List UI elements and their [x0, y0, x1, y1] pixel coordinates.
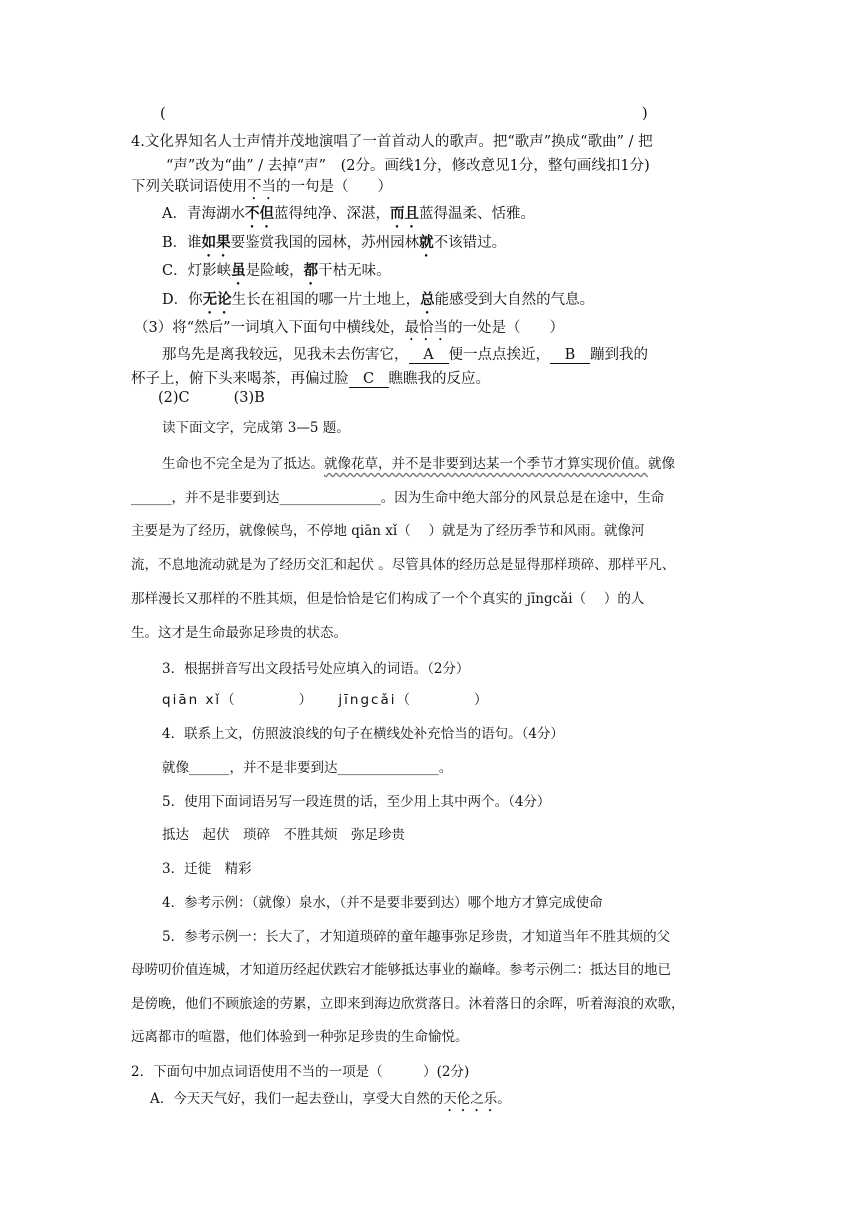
emphasis-word: 天伦之乐 [443, 1091, 498, 1107]
option-text: 。 [497, 1091, 511, 1107]
option-c [162, 259, 391, 288]
passage-text: 便一点点挨近， [448, 347, 550, 363]
passage-text: 那鸟先是离我较远，见我未去伤害它， [162, 347, 409, 363]
stem-text: 的一句是（ ） [276, 179, 392, 195]
answer-2: (2)C [158, 390, 190, 406]
keyword: 虽 [231, 262, 246, 279]
pinyin-blanks: qiān xǐ（ ） jīngcǎi（ ） [162, 692, 490, 708]
answer-3: (3)B [233, 390, 265, 406]
reading-intro: 读下面文字，完成第 3—5 题。 [162, 420, 350, 436]
keyword: 如果 [201, 234, 231, 251]
question-3-stem [134, 316, 564, 344]
stem-text: 的一处是（ ） [448, 320, 565, 336]
option-text: 干枯无味。 [318, 263, 391, 279]
answers-2-3 [158, 390, 265, 406]
option-b [162, 231, 506, 260]
question-conjunction-stem [131, 175, 392, 203]
reading-text: 就像 [648, 456, 675, 472]
wavy-sentence: 就像花草，并不是非要到达某一个季节才算实现价值。 [324, 456, 648, 472]
option-text: A．青海湖水 [162, 206, 245, 222]
option-text: A．今天天气好，我们一起去登山，享受大自然的 [150, 1091, 444, 1107]
reading-line-4: 流，不息地流动就是为了经历交汇和起伏 。尽管具体的经历总是显得那样琐碎、那样平凡、 [131, 557, 676, 573]
keyword: 总 [420, 291, 435, 308]
reading-line-2: ______，并不是非要到达_______________。因为生命中绝大部分的风景总是在途中，生命 [131, 490, 665, 506]
question-2-option-a [150, 1087, 511, 1115]
keyword: 就 [419, 234, 434, 251]
answer-sub-5-line3: 是傍晚，他们不顾旅途的劳累，立即来到海边欣赏落日。沐着落日的余晖，听着海浪的欢歌， [131, 996, 685, 1012]
option-text: 生长在祖国的哪一片土地上， [231, 292, 421, 308]
question-2-stem: 2．下面句中加点词语使用不当的一项是（ ）(2分) [131, 1064, 470, 1080]
passage-text: 杯子上，俯下头来喝茶，再偏过脸 [131, 371, 349, 387]
reading-text: 生命也不完全是为了抵达。 [162, 456, 324, 472]
answer-sub-5-line2: 母唠叨价值连城，才知道历经起伏跌宕才能够抵达事业的巅峰。参考示例二：抵达目的地已 [131, 962, 671, 978]
sub-question-4: 4．联系上文，仿照波浪线的句子在横线处补充恰当的语句。（4分） [162, 726, 564, 742]
answer-paren-right: ) [642, 106, 648, 122]
reading-line-3: 主要是为了经历，就像候鸟，不停地 qiān xǐ（ ）就是为了经历季节和风雨。就像河 [131, 523, 645, 539]
option-text: 能感受到大自然的气息。 [434, 292, 595, 308]
option-text: 蓝得温柔、恬雅。 [418, 206, 535, 222]
keyword: 都 [303, 262, 319, 279]
option-text: C．灯影峡 [162, 263, 232, 279]
blank-c: C [349, 371, 389, 388]
stem-text: 下列关联词语使用 [131, 179, 247, 195]
answer-sub-4: 4．参考示例：（就像）泉水，（并不是要非要到达）哪个地方才算完成使命 [162, 895, 603, 911]
option-text: B．谁 [162, 235, 202, 251]
reading-line-6: 生。这才是生命最弥足珍贵的状态。 [131, 625, 347, 641]
emphasis-word: 不当 [247, 179, 276, 195]
option-d [162, 288, 594, 317]
question-4-line2: “声”改为“曲” / 去掉“声” (2分。画线1分，修改意见1分，整句画线扣1分) [166, 158, 650, 174]
sub-question-4-template: 就像______，并不是非要到达_______________。 [162, 760, 453, 776]
passage-line-2 [131, 367, 490, 388]
answer-sub-5-line4: 远离都市的喧嚣，他们体验到一种弥足珍贵的生命愉悦。 [131, 1029, 469, 1045]
blank-a: A [409, 347, 449, 364]
blank-b: B [550, 347, 590, 364]
answer-sub-5-line1: 5．参考示例一：长大了，才知道琐碎的童年趣事弥足珍贵，才知道当年不胜其烦的父 [162, 929, 671, 945]
option-text: 要鉴赏我国的园林，苏州园林 [230, 235, 420, 251]
reading-line-5: 那样漫长又那样的不胜其烦，但是恰恰是它们构成了一个个真实的 jīngcǎi（ ）的人 [131, 591, 645, 607]
option-a [162, 202, 535, 231]
word-list: 抵达 起伏 琐碎 不胜其烦 弥足珍贵 [162, 827, 405, 843]
passage-line-1 [162, 343, 648, 364]
option-text: 蓝得纯净、深湛， [273, 206, 390, 222]
answer-paren-left: ( [160, 106, 166, 122]
stem-text: （3）将“然后”一词填入下面句中横线处， [134, 320, 405, 336]
keyword: 而且 [389, 205, 419, 222]
option-text: 不该错过。 [433, 235, 507, 251]
passage-text: 瞧瞧我的反应。 [388, 371, 490, 387]
keyword: 无论 [202, 291, 232, 308]
keyword: 不但 [244, 205, 274, 222]
emphasis-word: 最恰当 [404, 320, 449, 336]
sub-question-3: 3．根据拼音写出文段括号处应填入的词语。（2分） [162, 661, 470, 677]
answer-sub-3: 3．迁徙 精彩 [162, 861, 252, 877]
reading-line-1 [162, 452, 675, 472]
question-4-line1: 4.文化界知名人士声情并茂地演唱了一首首动人的歌声。把“歌声”换成“歌曲” / 把 [131, 134, 653, 150]
option-text: 是险峻， [245, 263, 304, 279]
option-text: D．你 [162, 292, 203, 308]
passage-text: 蹦到我的 [590, 347, 648, 363]
sub-question-5: 5．使用下面词语另写一段连贯的话，至少用上其中两个。（4分） [162, 794, 551, 810]
